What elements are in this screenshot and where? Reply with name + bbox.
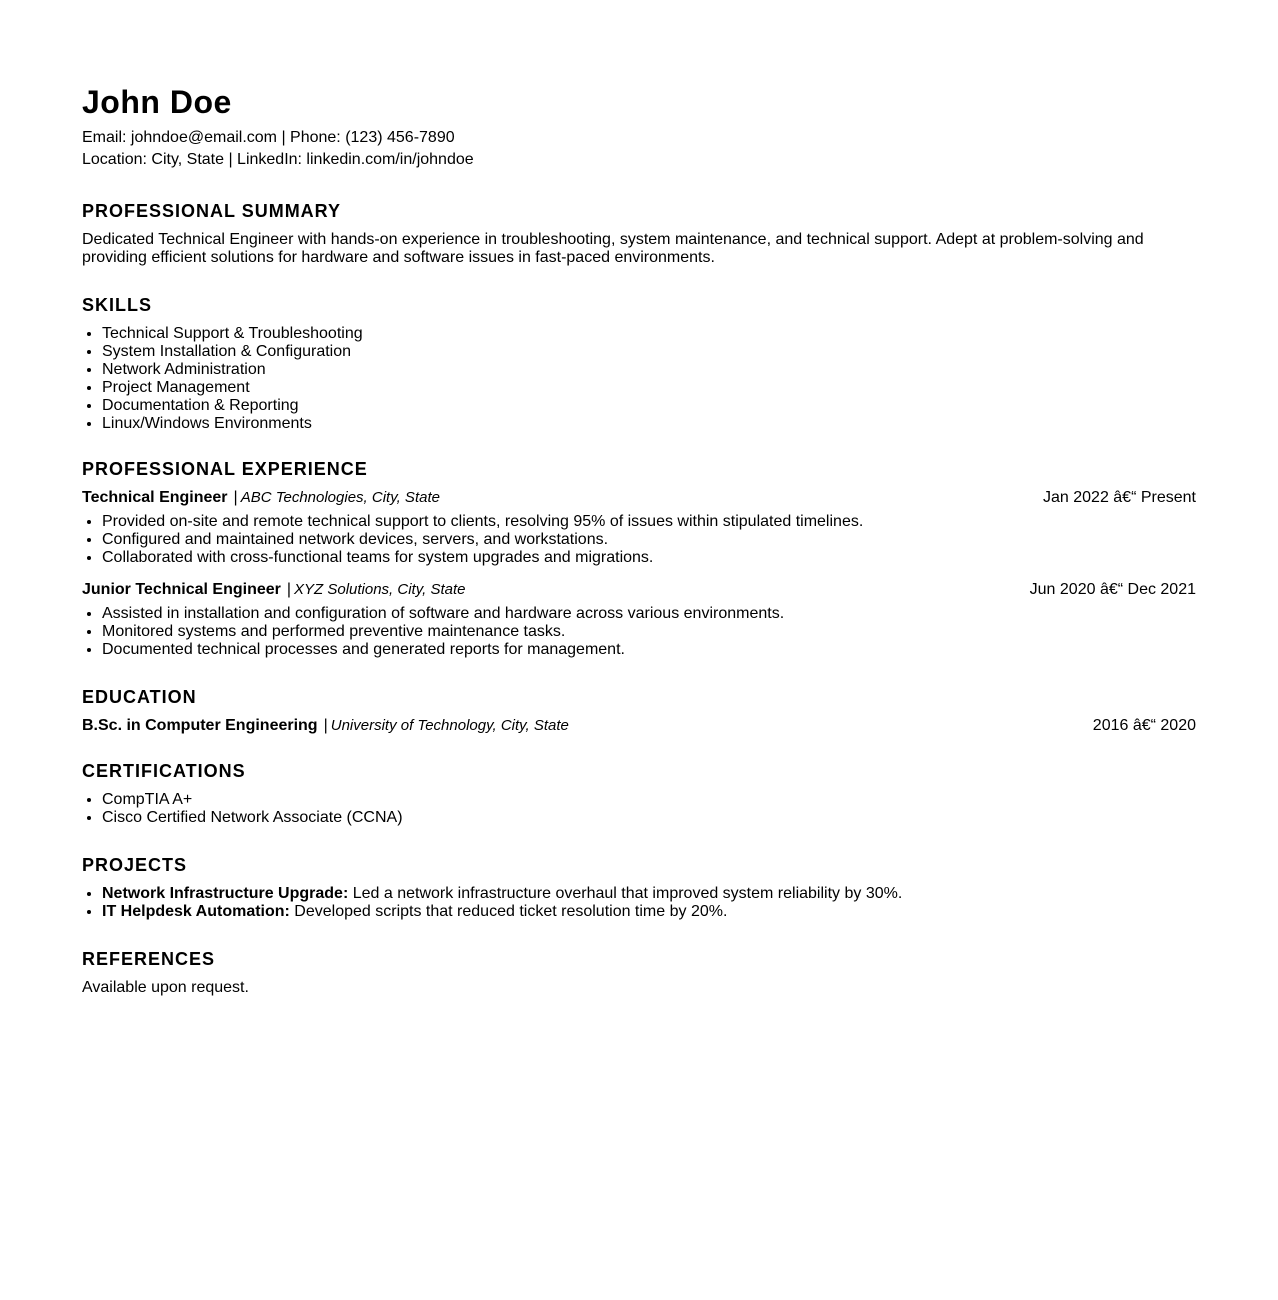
job-entry (82, 489, 1196, 567)
section-heading: REFERENCES (82, 949, 216, 969)
list-item: • Provided on-site and remote technical support to clients, resolving 95% of issues within stipulated timelines. (102, 513, 1196, 531)
contact-info (82, 127, 1196, 171)
list-item: • Assisted in installation and configuration of software and hardware across various environments. (102, 605, 1196, 623)
resume (82, 84, 1196, 997)
separator: | (323, 717, 328, 734)
summary-section (82, 201, 1196, 267)
list-item: • Technical Support & Troubleshooting (102, 325, 1196, 343)
job-org: ABC Technologies, City, State (240, 489, 440, 506)
summary-text: Dedicated Technical Engineer with hands-on experience in troubleshooting, system maintenance, and technical support. Adept at problem-solving and providing efficient solutions for hardware and software issues in fast-paced environments. (82, 231, 1144, 266)
list-item: • Linux/Windows Environments (102, 415, 1196, 433)
list-item: • Project Management (102, 379, 1196, 397)
section-heading: SKILLS (82, 295, 153, 315)
separator: | (286, 581, 292, 598)
section-heading: PROFESSIONAL SUMMARY (82, 201, 342, 221)
certifications-section (82, 761, 1196, 827)
job-dates: Jun 2020 â€“ Dec 2021 (1029, 581, 1196, 598)
project-name: IT Helpdesk Automation: (102, 903, 290, 920)
project-text: Developed scripts that reduced ticket resolution time by 20%. (289, 903, 728, 920)
references-section (82, 949, 1196, 997)
contact-line: Location: City, State | LinkedIn: linkedin.com/in/johndoe (82, 151, 474, 168)
education-dates: 2016 â€“ 2020 (1092, 717, 1196, 734)
job-dates: Jan 2022 â€“ Present (1043, 489, 1196, 506)
school: University of Technology, City, State (330, 717, 569, 734)
list-item: • CompTIA A+ (102, 791, 1196, 809)
section-heading: EDUCATION (82, 687, 197, 707)
job-title: Junior Technical Engineer (82, 581, 281, 598)
list-item: • Documented technical processes and generated reports for management. (102, 641, 1196, 659)
job-entry (82, 581, 1196, 659)
list-item: • Collaborated with cross-functional teams for system upgrades and migrations. (102, 549, 1196, 567)
section-heading: PROFESSIONAL EXPERIENCE (82, 459, 368, 479)
list-item (102, 903, 1196, 921)
experience-section (82, 459, 1196, 659)
separator: | (233, 489, 238, 506)
list-item: • Configured and maintained network devices, servers, and workstations. (102, 531, 1196, 549)
list-item (102, 885, 1196, 903)
education-section (82, 687, 1196, 735)
projects-section (82, 855, 1196, 921)
section-heading: PROJECTS (82, 855, 188, 875)
list-item: • System Installation & Configuration (102, 343, 1196, 361)
list-item: • Network Administration (102, 361, 1196, 379)
project-name: Network Infrastructure Upgrade: (102, 885, 349, 902)
project-text: Led a network infrastructure overhaul that improved system reliability by 30%. (348, 885, 903, 902)
skills-section (82, 295, 1196, 433)
job-org: XYZ Solutions, City, State (294, 581, 466, 598)
contact-line: Email: johndoe@email.com | Phone: (123) 456-7890 (82, 129, 455, 146)
list-item: • Cisco Certified Network Associate (CCNA) (102, 809, 1196, 827)
candidate-name: John Doe (82, 84, 232, 120)
skills-list (82, 325, 1196, 433)
references-text: Available upon request. (82, 979, 249, 996)
job-title: Technical Engineer (82, 489, 228, 506)
list-item: • Monitored systems and performed preventive maintenance tasks. (102, 623, 1196, 641)
section-heading: CERTIFICATIONS (82, 761, 246, 781)
degree: B.Sc. in Computer Engineering (82, 717, 318, 734)
list-item: • Documentation & Reporting (102, 397, 1196, 415)
